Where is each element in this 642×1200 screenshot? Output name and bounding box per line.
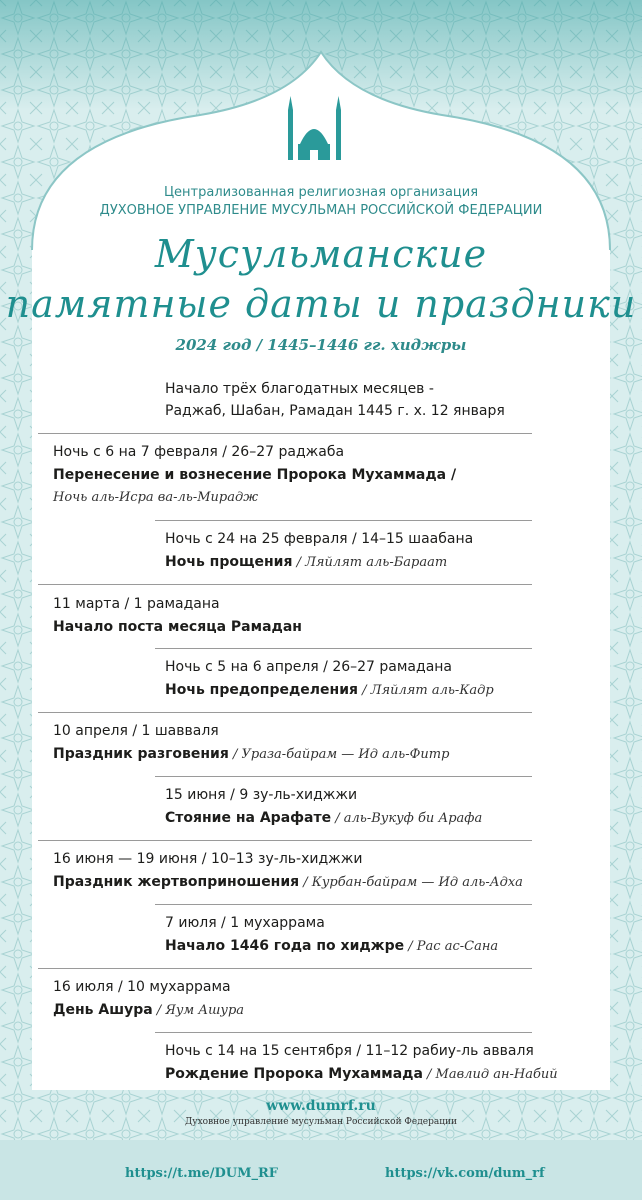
org-line1: Централизованная религиозная организация (163, 185, 479, 200)
intro-line1: Начало трёх благодатных месяцев - (165, 381, 434, 397)
event-name (165, 1062, 558, 1087)
event-date: 11 марта / 1 рамадана (53, 596, 220, 612)
separator (155, 520, 532, 521)
title-line1: Мусульманские (154, 232, 488, 276)
event-name (53, 998, 244, 1023)
event-date: 15 июня / 9 зу-ль-хиджжи (165, 787, 358, 803)
event-item (165, 784, 482, 831)
event-item (165, 1040, 558, 1087)
event-name (165, 678, 494, 703)
event-item (165, 656, 494, 703)
event-title: Праздник жертвоприношения (53, 874, 300, 890)
website-caption: Духовное управление мусульман Российской Федерации (184, 1117, 458, 1127)
website-link[interactable]: www.dumrf.ru (266, 1098, 376, 1114)
org-line2: ДУХОВНОЕ УПРАВЛЕНИЕ МУСУЛЬМАН РОССИЙСКОЙ ФЕДЕРАЦИИ (99, 203, 543, 218)
separator (38, 584, 532, 585)
event-date: Ночь с 6 на 7 февраля / 26–27 раджаба (53, 444, 345, 460)
event-item (53, 848, 523, 895)
event-item (53, 441, 456, 509)
separator (155, 1032, 532, 1033)
event-name (165, 550, 473, 575)
event-date: 16 июня — 19 июня / 10–13 зу-ль-хиджжи (53, 851, 363, 867)
event-title: Ночь прощения (165, 554, 293, 570)
event-name (165, 934, 498, 959)
mosque-crescent-icon (270, 82, 370, 174)
event-name (53, 870, 523, 895)
event-title: Начало 1446 года по хиджре (165, 938, 405, 954)
separator (155, 904, 532, 905)
event-title: Стояние на Арафате (165, 810, 332, 826)
event-name (53, 463, 456, 487)
event-title: Праздник разговения (53, 746, 229, 762)
separator (38, 968, 532, 969)
separator (155, 776, 532, 777)
event-alt-name: Ночь аль-Исра ва-ль-Мирадж (53, 490, 259, 505)
event-item (165, 912, 498, 959)
event-date: 16 июля / 10 мухаррама (53, 979, 231, 995)
intro-line2: Раджаб, Шабан, Рамадан 1445 г. х. 12 января (165, 403, 505, 419)
event-title: День Ашура (53, 1002, 153, 1018)
event-title: Ночь предопределения (165, 682, 358, 698)
event-name (53, 615, 302, 640)
event-alt-name: / Мавлид ан-Набий (422, 1067, 558, 1082)
event-date: 10 апреля / 1 шавваля (53, 723, 219, 739)
event-title: Начало поста месяца Рамадан (53, 619, 302, 635)
event-alt-name: / Ляйлят аль-Кадр (358, 683, 494, 698)
event-title: Рождение Пророка Мухаммада (165, 1066, 423, 1082)
subtitle: 2024 год / 1445–1446 гг. хиджры (175, 336, 467, 354)
separator (38, 433, 532, 434)
separator (38, 712, 532, 713)
event-name (165, 806, 482, 831)
vk-link[interactable]: https://vk.com/dum_rf (385, 1166, 545, 1181)
separator (155, 648, 532, 649)
intro-text (165, 378, 505, 422)
event-date: Ночь с 14 на 15 сентября / 11–12 рабиу-ль авваля (165, 1043, 534, 1059)
event-alt-name: / Ляйлят аль-Бараат (292, 555, 448, 570)
event-item (53, 593, 302, 640)
event-alt-name: / Ураза-байрам — Ид аль-Фитр (228, 747, 450, 762)
event-item (53, 720, 449, 767)
event-item (53, 976, 244, 1023)
event-alt-name: / Рас ас-Сана (404, 939, 499, 954)
telegram-link[interactable]: https://t.me/DUM_RF (125, 1166, 279, 1181)
event-alt-name: / Яум Ашура (152, 1003, 245, 1018)
title-line2: памятные даты и праздники (5, 282, 637, 326)
event-date: Ночь с 24 на 25 февраля / 14–15 шаабана (165, 531, 474, 547)
event-alt-name: / аль-Вукуф би Арафа (331, 811, 483, 826)
event-item (165, 528, 473, 575)
event-title: Перенесение и вознесение Пророка Мухаммада / (53, 467, 457, 483)
event-name (53, 742, 449, 767)
event-alt-name: / Курбан-байрам — Ид аль-Адха (299, 875, 523, 890)
event-date: 7 июля / 1 мухаррама (165, 915, 325, 931)
event-date: Ночь с 5 на 6 апреля / 26–27 рамадана (165, 659, 453, 675)
separator (38, 840, 532, 841)
